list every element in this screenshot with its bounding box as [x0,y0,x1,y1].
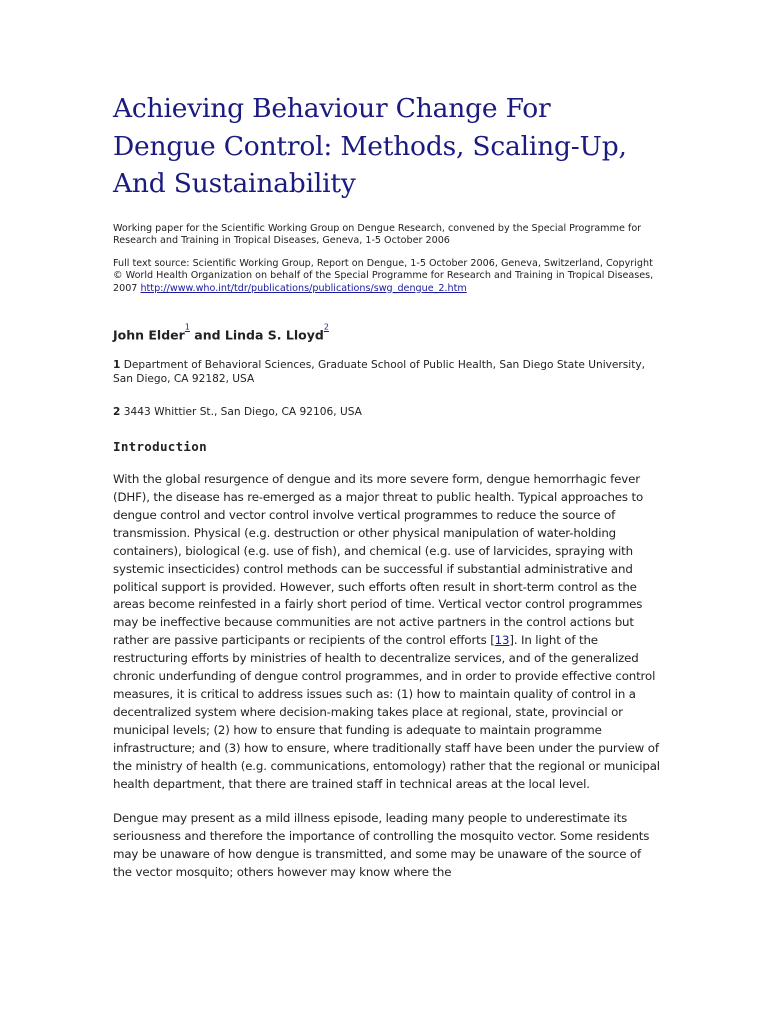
section-heading-introduction: Introduction [113,439,207,455]
source-link[interactable]: http://www.who.int/tdr/publications/publications/swg_dengue_2.htm [140,282,467,294]
paragraph-1 [113,471,661,793]
paragraph-1-part-b: ]. In light of the restructuring efforts by ministries of health to decentralize services, and of the generalized chronic underfunding of dengue control programmes, and in order to provide effective control measures, it is critical to address issues such as: (1) how to maintain quality of control in a decentralized system where decision-making takes place at regional, state, provincial or municipal levels; (2) how to ensure that funding is adequate to maintain programme infrastructure; and (3) how to ensure, where traditionally staff have been under the purview of the ministry of health (e.g. communications, entomology) rather that the regional or municipal health department, that there are trained staff in technical areas at the local level. [113,633,660,791]
page-title: Achieving Behaviour Change For Dengue Control: Methods, Scaling-Up, And Sustainability [113,93,627,199]
affiliation-2 [113,405,661,420]
affiliation-2-number: 2 [113,405,121,418]
source-text: Full text source: Scientific Working Group, Report on Dengue, 1-5 October 2006, Geneva, Switzerland, Copyright © World Health Organization on behalf of the Special Programme for Research and Training in Tropical Diseases, 2007 [113,258,654,294]
subtitle: Working paper for the Scientific Working Group on Dengue Research, convened by the Special Programme for Research and Training in Tropical Diseases, Geneva, 1-5 October 2006 [113,222,642,246]
authors-line [113,320,661,344]
affiliation-1-text: Department of Behavioral Sciences, Graduate School of Public Health, San Diego State University, San Diego, CA 92182, USA [113,358,646,386]
reference-link-13[interactable]: 13 [494,633,510,648]
affiliation-1-number: 1 [113,358,121,371]
affiliation-1 [113,358,661,387]
author-1-ref-link[interactable]: 1 [184,322,190,332]
authors-connector: and [189,327,225,343]
author-1: John Elder [113,327,185,343]
source-note [113,258,661,295]
paragraph-2: Dengue may present as a mild illness episode, leading many people to underestimate its seriousness and therefore the importance of controlling the mosquito vector. Some residents may be unaware of how dengue is transmitted, and some may be unaware of the source of the vector mosquito; others however may know where the [113,811,650,880]
affiliation-2-text: 3443 Whittier St., San Diego, CA 92106, USA [120,405,362,418]
document-page [113,90,661,882]
author-2: Linda S. Lloyd [224,327,324,343]
paragraph-1-part-a: With the global resurgence of dengue and its more severe form, dengue hemorrhagic fever (DHF), the disease has re-emerged as a major threat to public health. Typical approaches to dengue control and vector control involve vertical programmes to reduce the source of transmission. Physical (e.g. destruction or other physical manipulation of water-holding containers), biological (e.g. use of fish), and chemical (e.g. use of larvicides, spraying with systemic insecticides) control methods can be successful if substantial administrative and political support is provided. However, such efforts often result in short-term control as the areas become reinfested in a fairly short period of time. Vertical vector control programmes may be ineffective because communities are not active partners in the control actions but rather are passive participants or recipients of the control efforts [ [113,472,644,648]
author-2-ref-link[interactable]: 2 [323,322,329,332]
